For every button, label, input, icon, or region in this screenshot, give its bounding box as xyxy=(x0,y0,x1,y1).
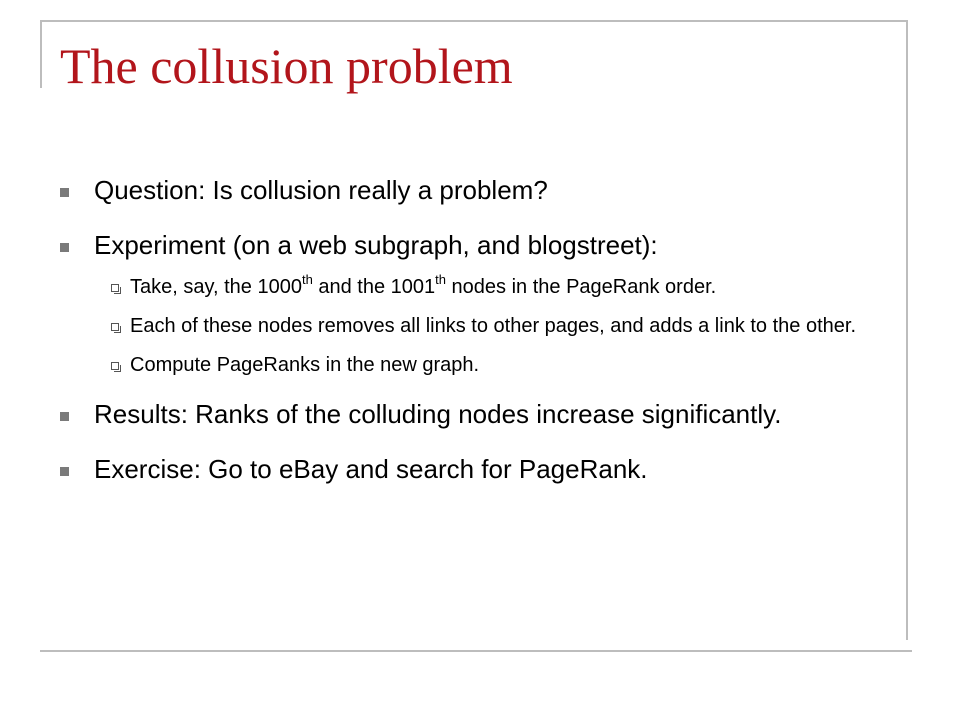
slide-body xyxy=(58,174,888,508)
experiment-sub-list xyxy=(58,272,888,378)
superscript-th: th xyxy=(301,272,313,287)
bullet-question-text: Question: Is collusion really a problem? xyxy=(94,175,548,205)
bullet-exercise-text: Exercise: Go to eBay and search for PageRank. xyxy=(94,454,648,484)
superscript-th: th xyxy=(435,272,446,287)
bullet-question xyxy=(58,174,888,207)
square-bullet-icon xyxy=(60,467,69,476)
slide-title: The collusion problem xyxy=(60,38,513,94)
sub-bullet-take-text-c: nodes in the PageRank order. xyxy=(446,276,717,298)
sub-bullet-take-text-a: Take, say, the 1000 xyxy=(130,276,302,298)
sub-bullet-each xyxy=(58,314,888,339)
bullet-exercise xyxy=(58,453,888,486)
sub-bullet-compute-text: Compute PageRanks in the new graph. xyxy=(130,354,480,376)
sub-bullet-take xyxy=(58,272,888,300)
hollow-square-bullet-icon xyxy=(111,284,119,292)
sub-bullet-compute xyxy=(58,353,888,378)
square-bullet-icon xyxy=(60,188,69,197)
frame-top-line xyxy=(40,20,908,22)
frame-bottom-line xyxy=(40,650,912,652)
bullet-experiment-text: Experiment (on a web subgraph, and blogstreet): xyxy=(94,230,658,260)
sub-bullet-each-text: Each of these nodes removes all links to other pages, and adds a link to the other. xyxy=(130,315,857,337)
bullet-results xyxy=(58,398,888,431)
bullet-results-text: Results: Ranks of the colluding nodes increase significantly. xyxy=(94,399,782,429)
square-bullet-icon xyxy=(60,412,69,421)
hollow-square-bullet-icon xyxy=(111,362,119,370)
bullet-experiment xyxy=(58,229,888,262)
frame-left-line xyxy=(40,20,42,88)
hollow-square-bullet-icon xyxy=(111,323,119,331)
frame-right-line xyxy=(906,20,908,640)
sub-bullet-take-text-b: and the 1001 xyxy=(312,276,436,298)
square-bullet-icon xyxy=(60,243,69,252)
